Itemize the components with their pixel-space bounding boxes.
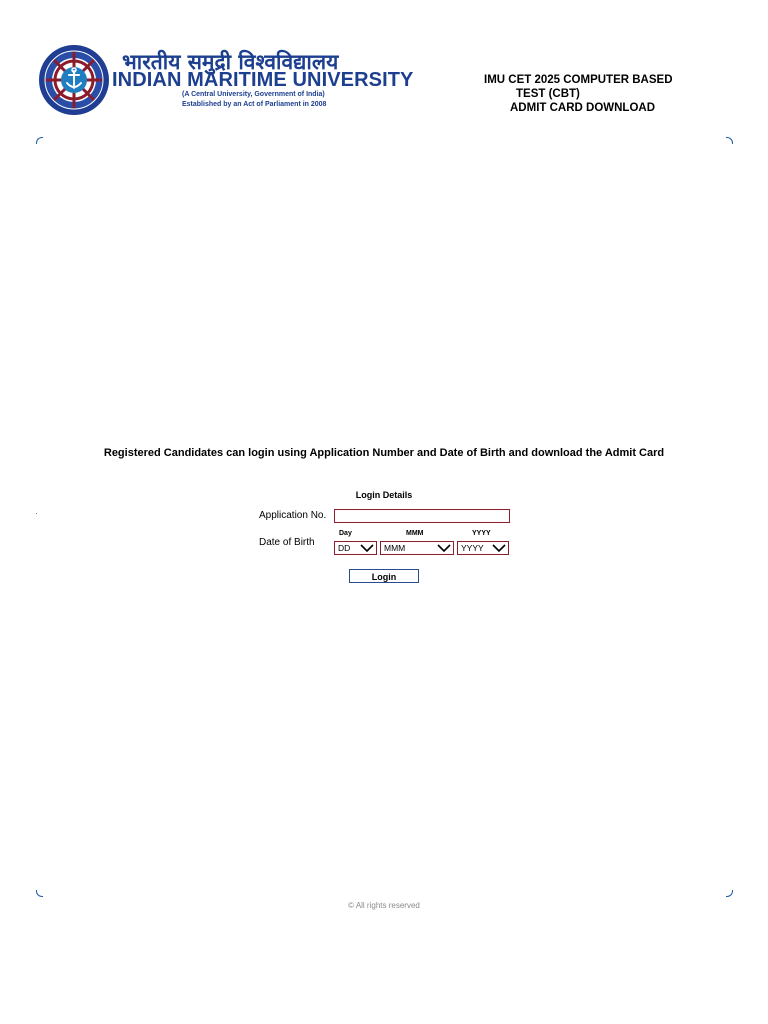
frame-corner-bottom-right <box>726 890 733 897</box>
month-select[interactable] <box>380 541 454 555</box>
stray-dot <box>36 513 37 514</box>
day-header: Day <box>339 530 352 537</box>
login-button[interactable]: Login <box>349 569 419 583</box>
year-select[interactable] <box>457 541 509 555</box>
university-hindi-name: भारतीय समुद्री विश्वविद्यालय <box>122 50 339 74</box>
university-name: INDIAN MARITIME UNIVERSITY <box>112 69 414 91</box>
university-subtitle: (A Central University, Government of India) <box>182 91 325 98</box>
day-select[interactable] <box>334 541 377 555</box>
frame-corner-top-left <box>36 137 43 144</box>
chevron-down-icon <box>437 544 451 553</box>
instructions-text: Registered Candidates can login using Application Number and Date of Birth and download the Admit Card <box>103 447 665 459</box>
month-header: MMM <box>406 530 424 537</box>
application-number-input[interactable] <box>334 509 510 523</box>
university-emblem-icon <box>38 44 110 116</box>
date-of-birth-label: Date of Birth <box>259 537 315 548</box>
exam-title-line2: TEST (CBT) <box>516 88 580 100</box>
year-header: YYYY <box>472 530 491 537</box>
login-details-heading: Login Details <box>355 490 413 500</box>
application-number-label: Application No. <box>259 510 327 521</box>
frame-corner-top-right <box>726 137 733 144</box>
month-select-value: MMM <box>384 543 406 553</box>
footer-copyright: © All rights reserved <box>348 901 420 910</box>
exam-title-line3: ADMIT CARD DOWNLOAD <box>510 102 656 114</box>
chevron-down-icon <box>360 544 374 553</box>
year-select-value: YYYY <box>461 543 484 553</box>
day-select-value: DD <box>338 543 351 553</box>
exam-title-line1: IMU CET 2025 COMPUTER BASED <box>484 74 673 86</box>
university-established: Established by an Act of Parliament in 2008 <box>182 101 327 108</box>
chevron-down-icon <box>492 544 506 553</box>
frame-corner-bottom-left <box>36 890 43 897</box>
